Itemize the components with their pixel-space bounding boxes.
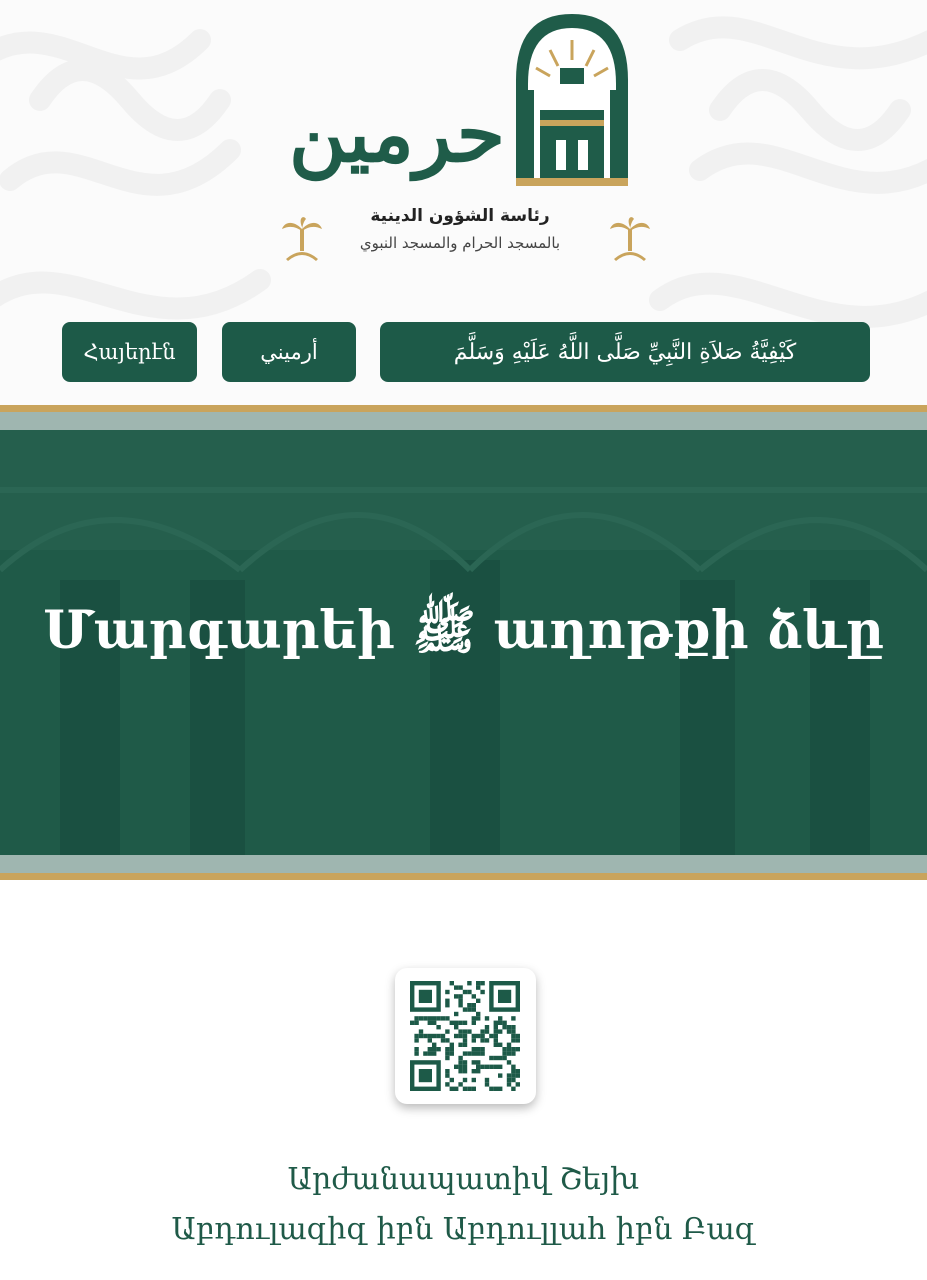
qr-code-card[interactable] <box>395 968 536 1104</box>
kaaba-mosque-emblem-icon <box>512 10 632 190</box>
logo-wordmark: حرمين <box>289 89 505 180</box>
gold-divider <box>0 873 927 880</box>
gold-divider <box>0 405 927 412</box>
haramain-logo <box>290 10 640 260</box>
author-name: Աբդուլազիզ իբն Աբդուլլահ իբն Բազ <box>171 1212 756 1247</box>
title-arabic-button[interactable]: كَيْفِيَّةُ صَلاَةِ النَّبِيِّ صَلَّى اللَّهُ عَلَيْهِ وَسَلَّمَ <box>380 322 870 382</box>
grey-divider <box>0 855 927 873</box>
author-title: Արժանապատիվ Շեյխ <box>287 1162 640 1197</box>
organization-subtitle: بالمسجد الحرام والمسجد النبوي <box>359 234 561 252</box>
organization-name: رئاسة الشؤون الدينية <box>370 206 550 226</box>
saudi-palm-swords-icon <box>610 215 650 265</box>
saudi-palm-swords-icon <box>282 215 322 265</box>
language-armenian-button[interactable]: Հայերէն <box>62 322 197 382</box>
grey-divider <box>0 412 927 430</box>
qr-code-icon <box>407 980 524 1092</box>
page-title: Մարգարեի ﷺ աղոթքի ձևը <box>43 600 884 661</box>
language-arabic-label-button[interactable]: أرميني <box>222 322 356 382</box>
